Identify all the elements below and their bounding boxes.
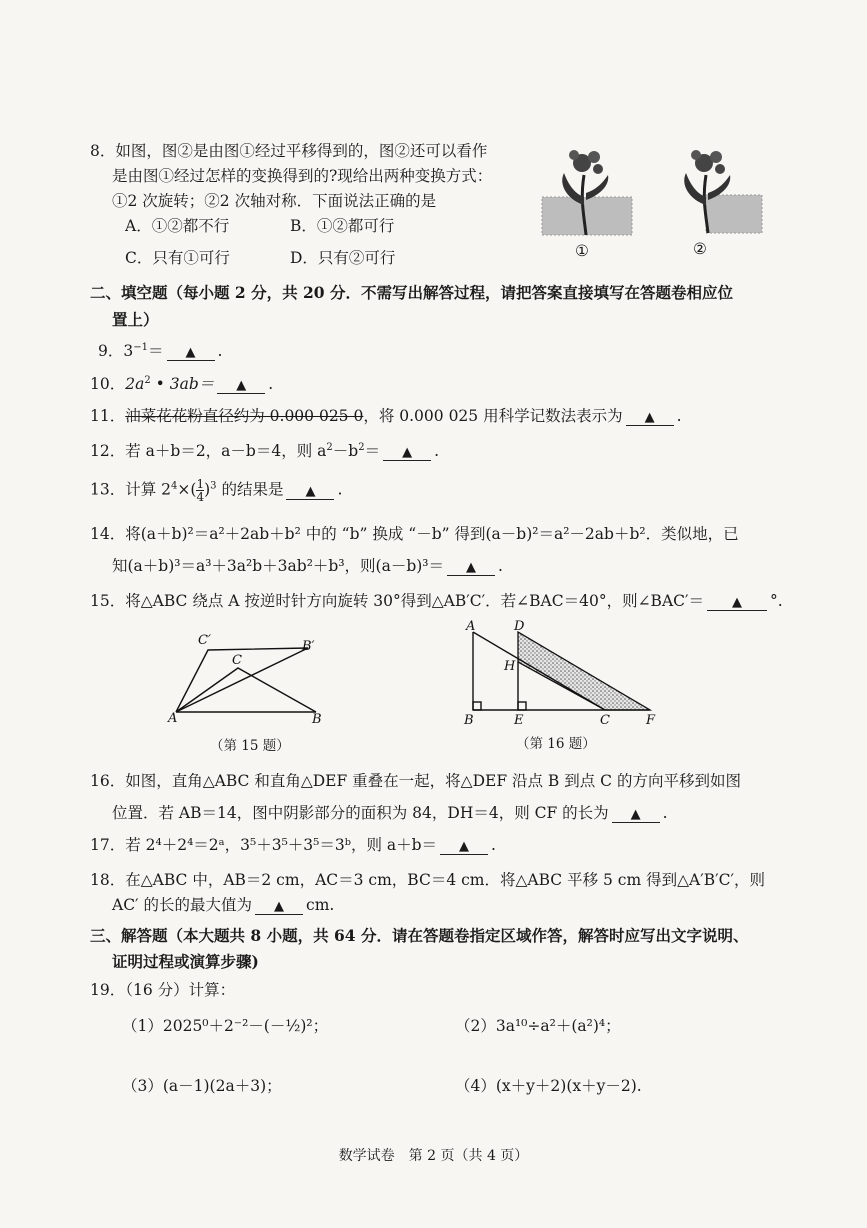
figure-15-caption: （第 15 题） <box>210 738 290 754</box>
q17-answer-blank: ▲ <box>440 839 488 855</box>
q13: 13．计算 $2^4\times$( $\frac{1}{4}$ )$^3$ 的结果是 ▲ . <box>90 477 343 504</box>
fig15-label-b-prime: B′ <box>302 639 315 654</box>
figure-16-caption: （第 16 题） <box>516 736 596 752</box>
q18-answer-blank: ▲ <box>255 899 303 915</box>
q8-line1: 8．如图，图②是由图①经过平移得到的，图②还可以看作 <box>90 142 488 160</box>
q12-answer-blank: ▲ <box>383 445 431 461</box>
fig16-label-e: E <box>514 713 524 728</box>
q10: 10．$2a^2$ • 3ab＝ ▲ . <box>90 375 274 393</box>
q9: 9．$3^{-1}=$ ▲ . <box>98 342 223 360</box>
fig15-label-a: A <box>168 711 178 726</box>
q19-part-2: （2）3a¹⁰÷a²＋(a²)⁴； <box>455 1017 621 1035</box>
q8-option-b: B．①②都可行 <box>290 217 395 235</box>
q15: 15．将△ABC 绕点 A 按逆时针方向旋转 30°得到△AB′C′．若∠BAC＝40°，则∠BAC′＝ ▲ °. <box>90 592 783 610</box>
q8-figure-2-label: ② <box>693 240 707 258</box>
q14-line1: 14．将(a＋b)²＝a²＋2ab＋b² 中的 “b” 换成 “－b” 得到(a－b)²＝a²－2ab＋b²．类似地，已 <box>90 525 739 543</box>
page-footer: 数学试卷 第 2 页（共 4 页） <box>338 1148 529 1164</box>
q8-option-c: C．只有①可行 <box>125 249 230 267</box>
q14-line2: 知(a＋b)³＝a³＋3a²b＋3ab²＋b³，则(a－b)³＝ ▲ . <box>112 557 503 575</box>
q8-option-d: D．只有②可行 <box>290 249 396 267</box>
q11-struck-text: 油菜花花粉直径约为 0.000 025 0 <box>125 407 364 425</box>
q16-answer-blank: ▲ <box>612 807 660 823</box>
q9-answer-blank: ▲ <box>167 345 215 361</box>
q19-part-1: （1）2025⁰＋2⁻²－(－½)²； <box>122 1017 329 1035</box>
q16-line1: 16．如图，直角△ABC 和直角△DEF 重叠在一起，将△DEF 沿点 B 到点 C 的方向平移到如图 <box>90 772 741 790</box>
figure-15-triangle-diagram <box>160 628 340 728</box>
q8-figure-1-label: ① <box>575 242 589 260</box>
q14-answer-blank: ▲ <box>447 560 495 576</box>
q8-line3: ①2 次旋转；②2 次轴对称．下面说法正确的是 <box>112 192 437 210</box>
q19-part-4: （4）(x＋y＋2)(x＋y－2). <box>455 1077 642 1095</box>
section-3-heading-cont: 证明过程或演算步骤) <box>112 952 259 971</box>
figure-16-triangle-diagram <box>460 618 670 736</box>
q12: 12．若 a＋b＝2，a－b＝4，则 $a^2-b^2=$ ▲ . <box>90 442 440 460</box>
fig16-label-a: A <box>466 619 476 634</box>
q11-answer-blank: ▲ <box>626 410 674 426</box>
fig16-label-f: F <box>646 713 656 728</box>
q18-line1: 18．在△ABC 中，AB＝2 cm，AC＝3 cm，BC＝4 cm．将△ABC 平移 5 cm 得到△A′B′C′，则 <box>90 871 766 889</box>
q8-option-a: A．①②都不行 <box>125 217 230 235</box>
fig16-label-c: C <box>600 713 610 728</box>
section-3-heading: 三、解答题（本大题共 8 小题，共 64 分．请在答题卷指定区域作答，解答时应写出文字说明、 <box>90 926 749 945</box>
q16-line2: 位置．若 AB＝14，图中阴影部分的面积为 84，DH＝4，则 CF 的长为 ▲ . <box>112 804 668 822</box>
q17: 17．若 2⁴＋2⁴＝2ᵃ，3⁵＋3⁵＋3⁵＝3ᵇ，则 a＋b＝ ▲ . <box>90 836 496 854</box>
fig15-label-c-prime: C′ <box>198 633 211 648</box>
q18-line2: AC′ 的长的最大值为 ▲ cm. <box>112 896 335 914</box>
fig15-label-b: B <box>312 712 322 727</box>
q11: 11．油菜花花粉直径约为 0.000 025 0，将 0.000 025 用科学记数法表示为 ▲ . <box>90 407 682 425</box>
section-2-heading-cont: 置上） <box>112 310 159 329</box>
q8-figure-2-image <box>668 145 768 237</box>
q13-answer-blank: ▲ <box>286 484 334 500</box>
q8-figure-1-image <box>538 145 638 237</box>
q8-line2: 是由图①经过怎样的变换得到的?现给出两种变换方式： <box>112 167 493 185</box>
q19-part-3: （3）(a－1)(2a＋3)； <box>122 1077 282 1095</box>
fig16-label-b: B <box>464 713 474 728</box>
fig15-label-c: C <box>232 653 242 668</box>
section-2-heading: 二、填空题（每小题 2 分，共 20 分．不需写出解答过程，请把答案直接填写在答题卷相应位 <box>90 283 733 302</box>
q19-head: 19．（16 分）计算： <box>90 981 236 999</box>
q10-answer-blank: ▲ <box>217 378 265 394</box>
fig16-label-d: D <box>514 619 525 634</box>
q15-answer-blank: ▲ <box>707 595 767 611</box>
fig16-label-h: H <box>504 659 516 674</box>
